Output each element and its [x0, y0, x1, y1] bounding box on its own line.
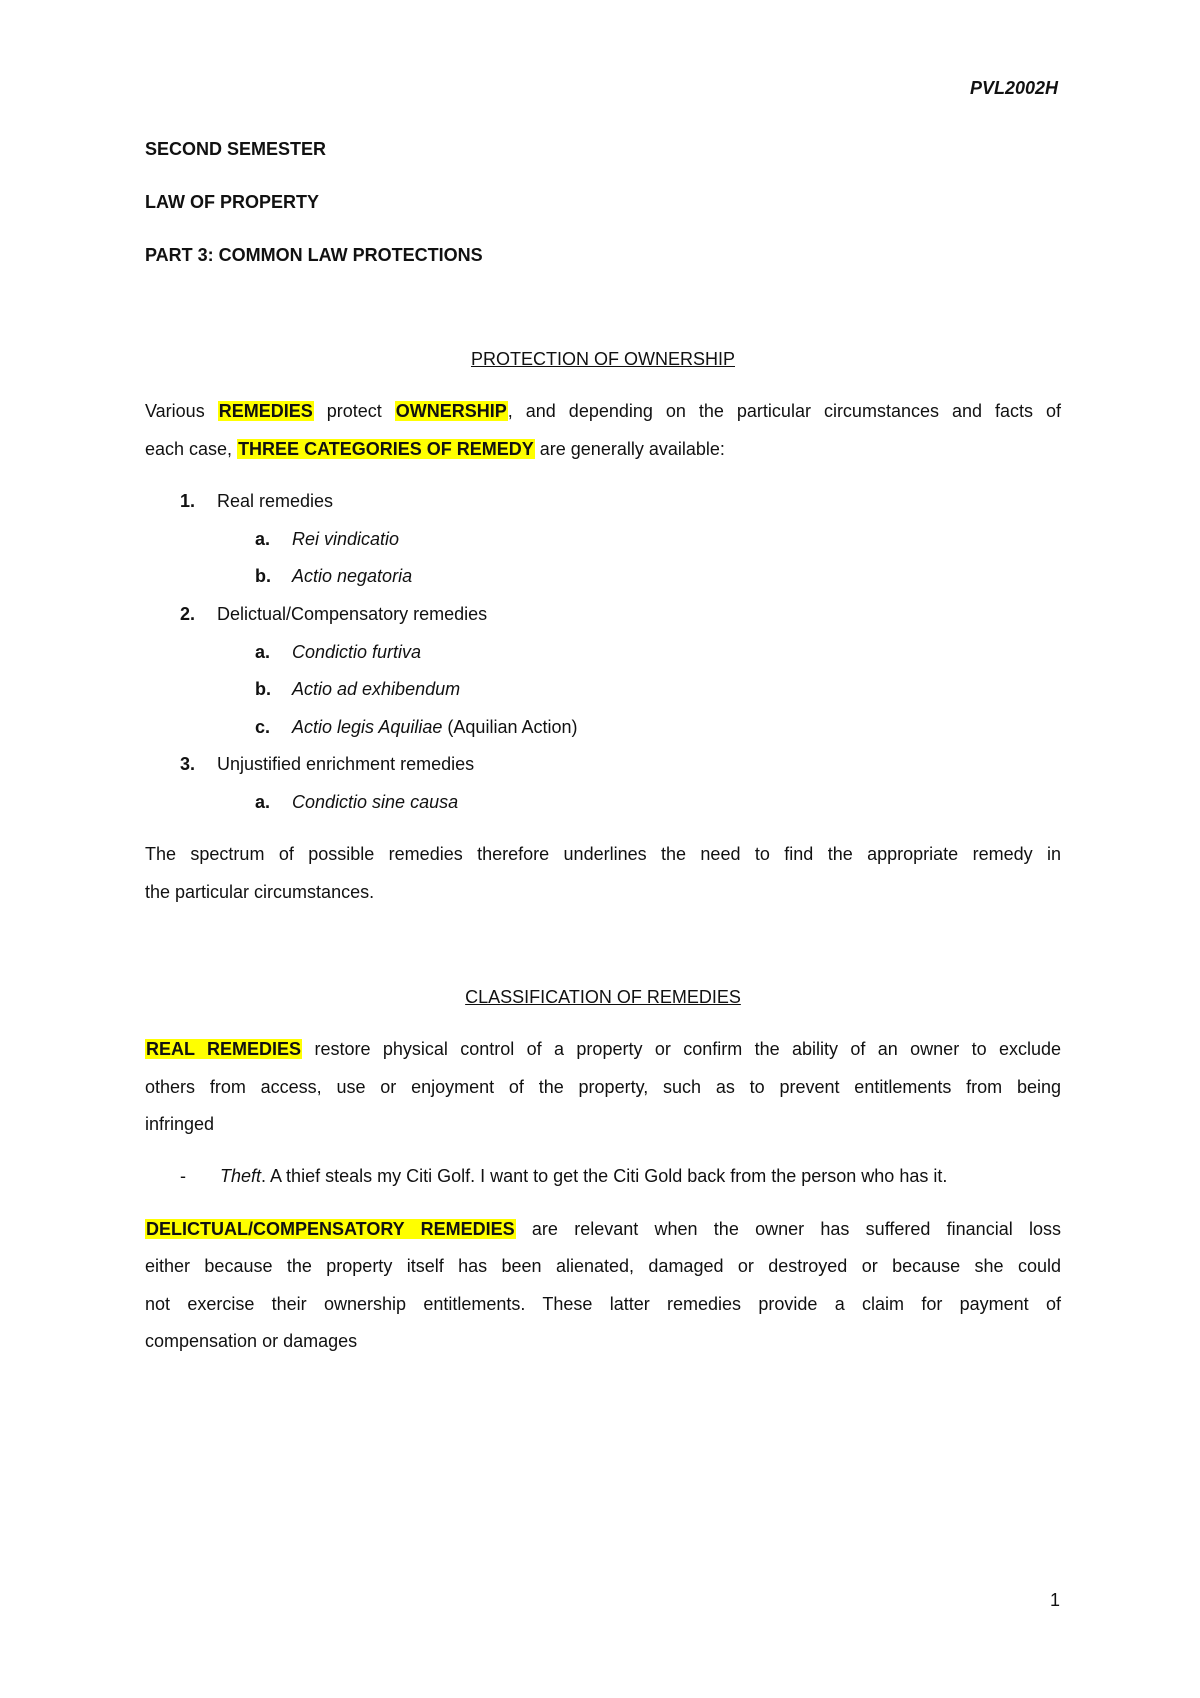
example-bullet — [180, 1164, 1096, 1188]
sub-letter: c. — [255, 717, 271, 737]
list-item — [180, 752, 1096, 776]
sub-label: Actio negatoria — [292, 566, 413, 586]
sub-letter: a. — [255, 792, 271, 812]
list-label: Delictual/Compensatory remedies — [217, 604, 488, 624]
delictual-line-1 — [145, 1217, 1061, 1241]
example-text: . A thief steals my Citi Golf. I want to get the Citi Gold back from the person who has it. — [261, 1166, 948, 1186]
delictual-line-2: either because the property itself has been alienated, damaged or destroyed or because she could — [145, 1256, 1061, 1276]
paragraph-text: are relevant when the owner has suffered financial loss — [515, 1219, 1061, 1239]
real-remedies-line-1 — [145, 1037, 1061, 1061]
closing-paragraph-line-1: The spectrum of possible remedies therefore underlines the need to find the appropriate remedy in — [145, 844, 1061, 864]
highlight-three-categories: THREE CATEGORIES OF REMEDY — [238, 439, 534, 459]
sub-list-item — [255, 790, 1171, 814]
list-number: 2. — [180, 604, 196, 624]
list-number: 1. — [180, 491, 196, 511]
sub-label: Rei vindicatio — [292, 529, 400, 549]
semester-title: SECOND SEMESTER — [145, 139, 327, 159]
section-heading-classification: CLASSIFICATION OF REMEDIES — [465, 987, 741, 1007]
sub-list-item — [255, 640, 1171, 664]
intro-text: protect — [313, 401, 395, 421]
sub-label: Actio ad exhibendum — [292, 679, 461, 699]
course-title: LAW OF PROPERTY — [145, 192, 320, 212]
sub-letter: a. — [255, 642, 271, 662]
sub-list-item — [255, 527, 1171, 551]
highlight-remedies: REMEDIES — [218, 401, 313, 421]
sub-letter: a. — [255, 529, 271, 549]
sub-label: Actio legis Aquiliae — [292, 717, 443, 737]
dash-bullet: - — [180, 1166, 186, 1186]
closing-paragraph-line-2: the particular circumstances. — [145, 882, 375, 902]
intro-text: each case, — [145, 439, 238, 459]
highlight-ownership: OWNERSHIP — [395, 401, 507, 421]
part-title: PART 3: COMMON LAW PROTECTIONS — [145, 245, 483, 265]
highlight-real-remedies: REAL REMEDIES — [146, 1039, 302, 1059]
list-label: Unjustified enrichment remedies — [217, 754, 475, 774]
course-code-header: PVL2002H — [969, 78, 1058, 98]
section-heading-protection: PROTECTION OF OWNERSHIP — [470, 349, 735, 369]
real-remedies-line-2: others from access, use or enjoyment of the property, such as to prevent entitlements from being — [145, 1077, 1061, 1097]
intro-text: , and depending on the particular circumstances and facts of — [507, 401, 1062, 421]
intro-paragraph-line-2 — [145, 437, 1061, 461]
paragraph-text: restore physical control of a property or confirm the ability of an owner to exclude — [302, 1039, 1061, 1059]
sub-list-item — [255, 715, 1171, 739]
sub-label: Condictio sine causa — [292, 792, 459, 812]
sub-label: Condictio furtiva — [292, 642, 422, 662]
intro-paragraph-line-1 — [145, 399, 1061, 423]
list-label: Real remedies — [217, 491, 334, 511]
intro-text: Various — [145, 401, 218, 421]
sub-suffix: (Aquilian Action) — [442, 717, 578, 737]
delictual-line-4: compensation or damages — [145, 1331, 358, 1351]
sub-letter: b. — [255, 566, 271, 586]
highlight-delictual-remedies: DELICTUAL/COMPENSATORY REMEDIES — [146, 1219, 515, 1239]
real-remedies-line-3: infringed — [145, 1114, 215, 1134]
list-number: 3. — [180, 754, 196, 774]
intro-text: are generally available: — [534, 439, 725, 459]
example-italic: Theft — [220, 1166, 262, 1186]
delictual-line-3: not exercise their ownership entitlements. These latter remedies provide a claim for payment of — [145, 1294, 1061, 1314]
sub-list-item — [255, 564, 1171, 588]
page-number: 1 — [1049, 1590, 1060, 1610]
sub-list-item — [255, 677, 1171, 701]
list-item — [180, 602, 1096, 626]
list-item — [180, 489, 1096, 513]
sub-letter: b. — [255, 679, 271, 699]
